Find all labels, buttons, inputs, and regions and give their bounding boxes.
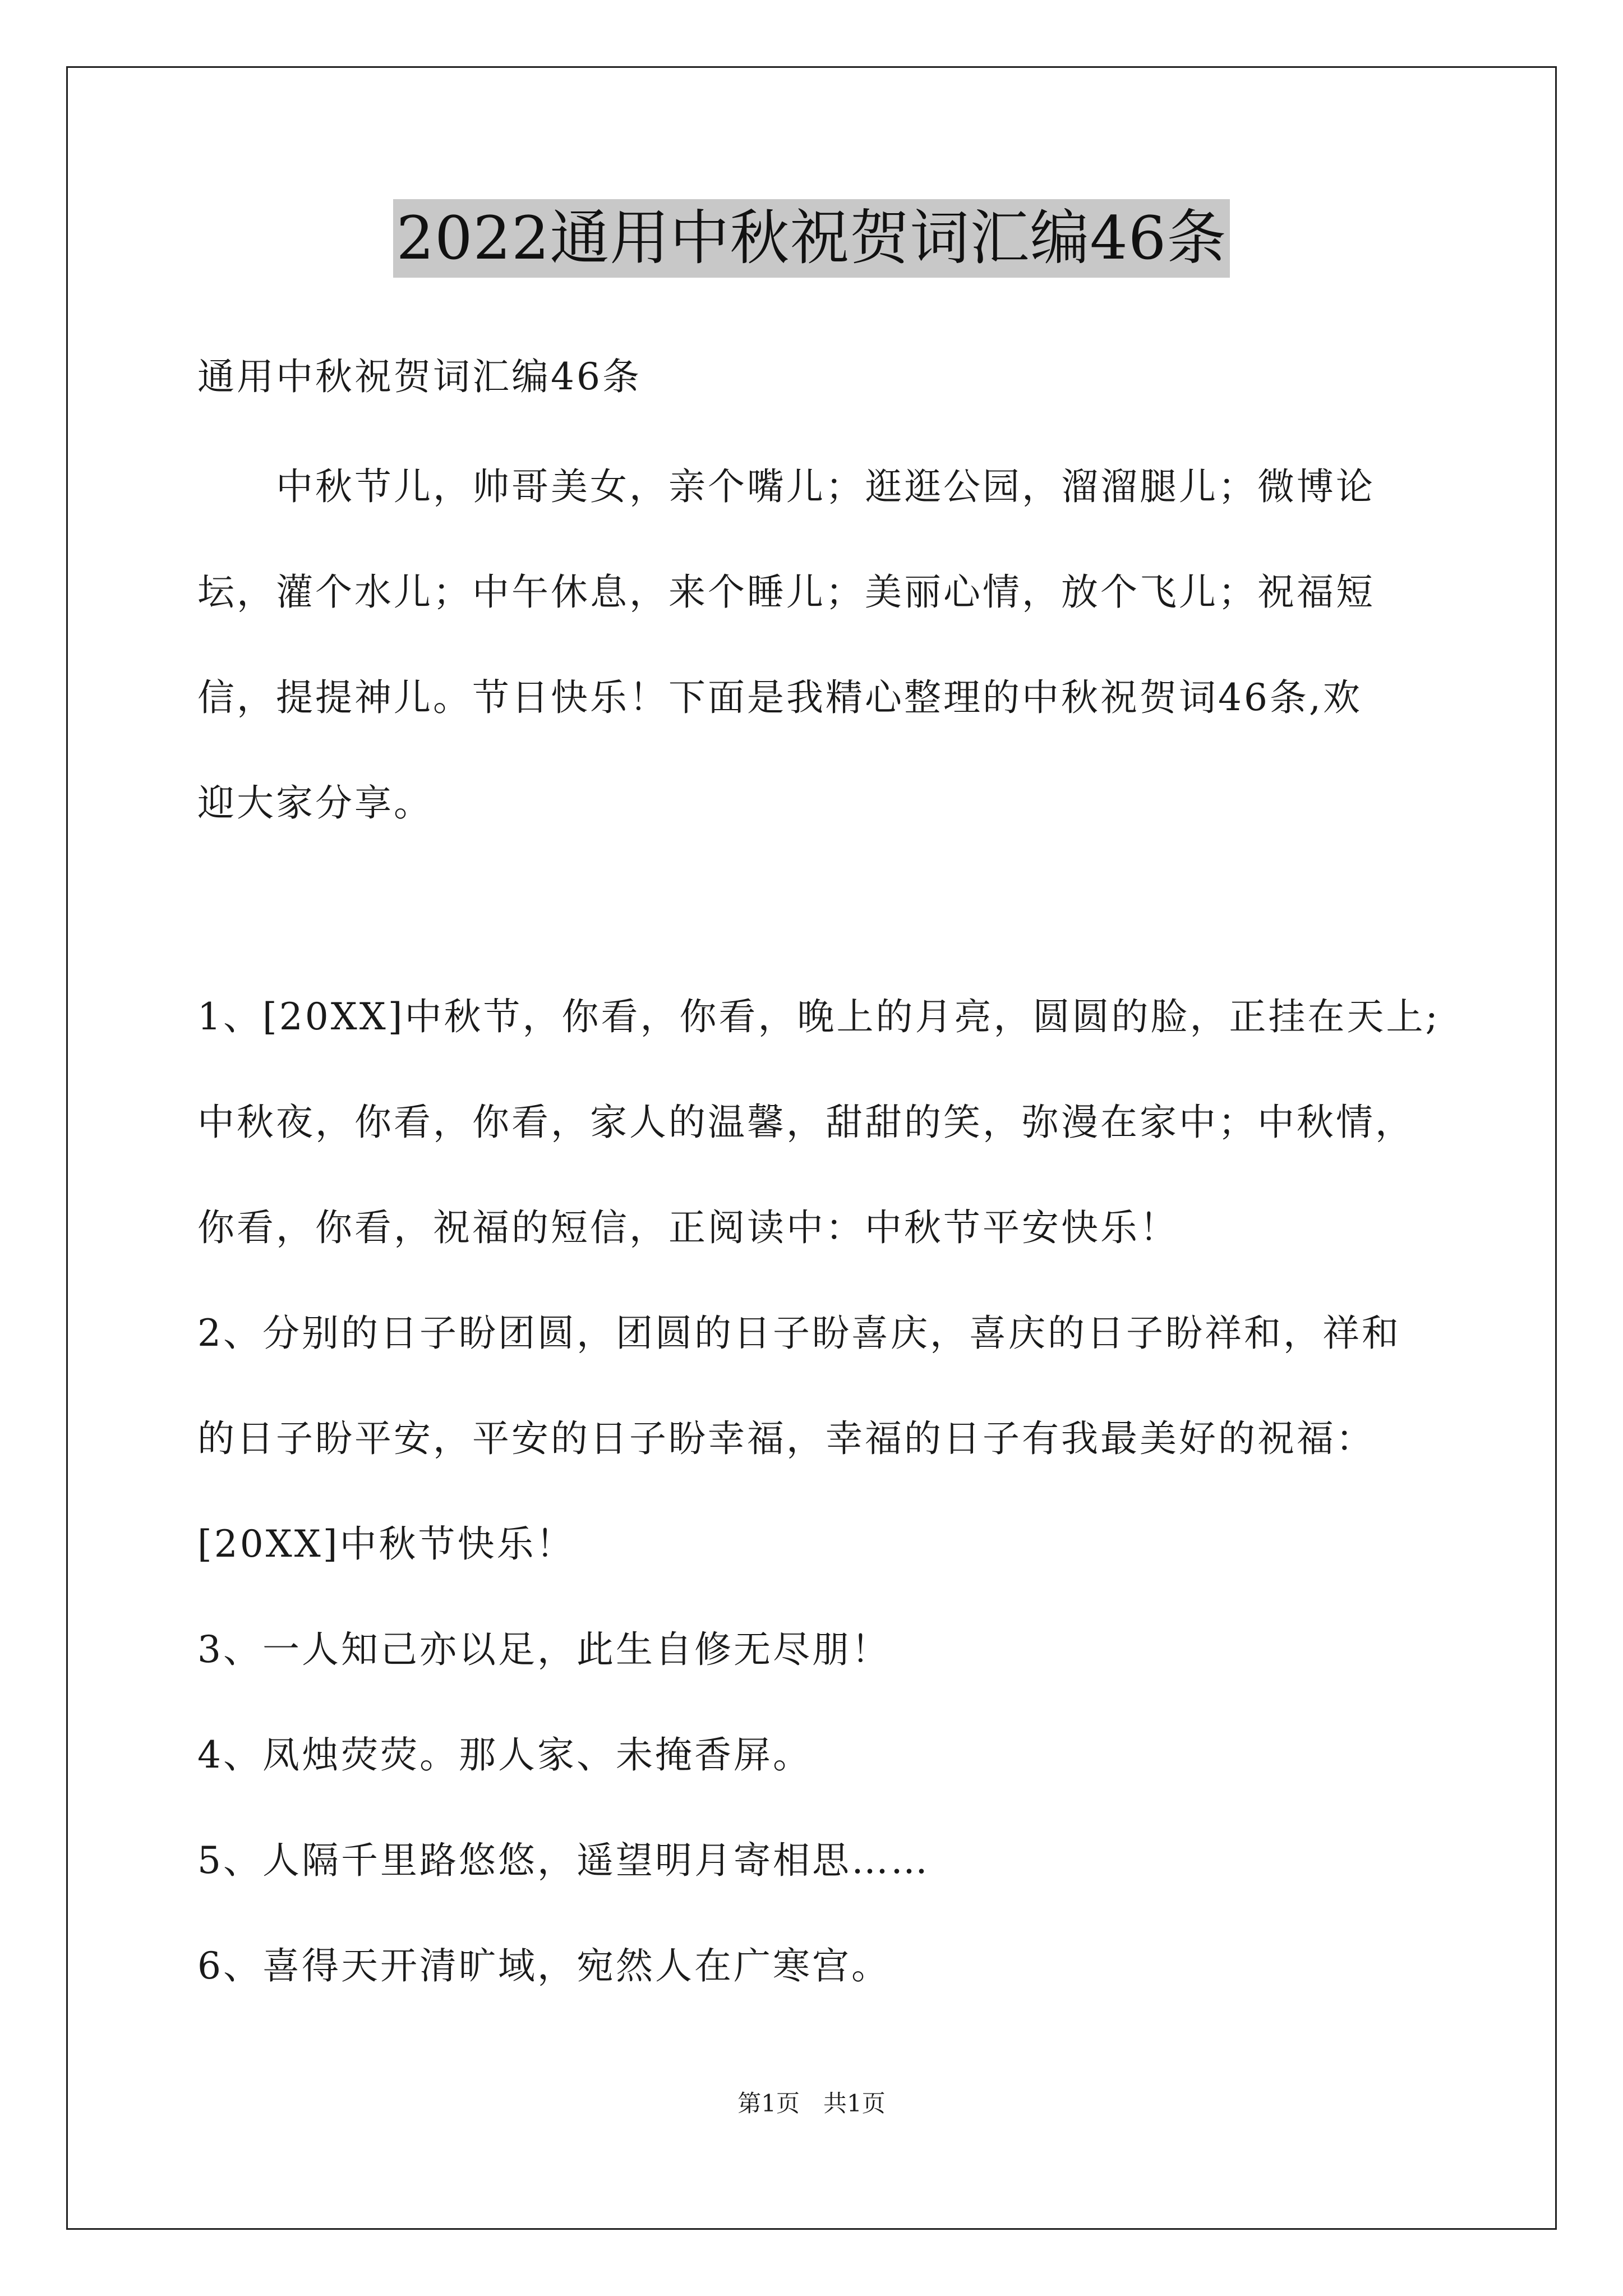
item-line: 5、人隔千里路悠悠，遥望明月寄相思…… xyxy=(197,1839,930,1882)
item-line: 1、[20XX]中秋节，你看，你看，晚上的月亮，圆圆的脸，正挂在天上; xyxy=(197,995,1440,1038)
item-line: [20XX]中秋节快乐！ xyxy=(197,1522,575,1566)
item-line: 中秋夜，你看，你看，家人的温馨，甜甜的笑，弥漫在家中；中秋情， xyxy=(197,1101,1414,1144)
item-line: 3、一人知己亦以足，此生自修无尽朋！ xyxy=(197,1628,891,1671)
title-container xyxy=(0,199,1623,278)
item-line: 你看，你看，祝福的短信，正阅读中：中秋节平安快乐！ xyxy=(197,1206,1179,1249)
intro-line: 迎大家分享。 xyxy=(197,781,433,825)
intro-line: 中秋节儿，帅哥美女，亲个嘴儿；逛逛公园，溜溜腿儿；微博论 xyxy=(197,465,1375,508)
intro-line: 坛，灌个水儿；中午休息，来个睡儿；美丽心情，放个飞儿；祝福短 xyxy=(197,570,1375,614)
intro-line: 信，提提神儿。节日快乐！下面是我精心整理的中秋祝贺词46条,欢 xyxy=(197,676,1362,719)
item-line: 6、喜得天开清旷域，宛然人在广寒宫。 xyxy=(197,1944,891,1987)
item-line: 2、分别的日子盼团圆，团圆的日子盼喜庆，喜庆的日子盼祥和，祥和 xyxy=(197,1312,1401,1355)
item-line: 4、凤烛荧荧。那人家、未掩香屏。 xyxy=(197,1733,812,1777)
page-footer: 第1页 共1页 xyxy=(737,2090,886,2117)
document-subtitle: 通用中秋祝贺词汇编46条 xyxy=(197,355,642,398)
item-line: 的日子盼平安，平安的日子盼幸福，幸福的日子有我最美好的祝福： xyxy=(197,1417,1375,1460)
document-title: 2022通用中秋祝贺词汇编46条 xyxy=(393,199,1230,278)
